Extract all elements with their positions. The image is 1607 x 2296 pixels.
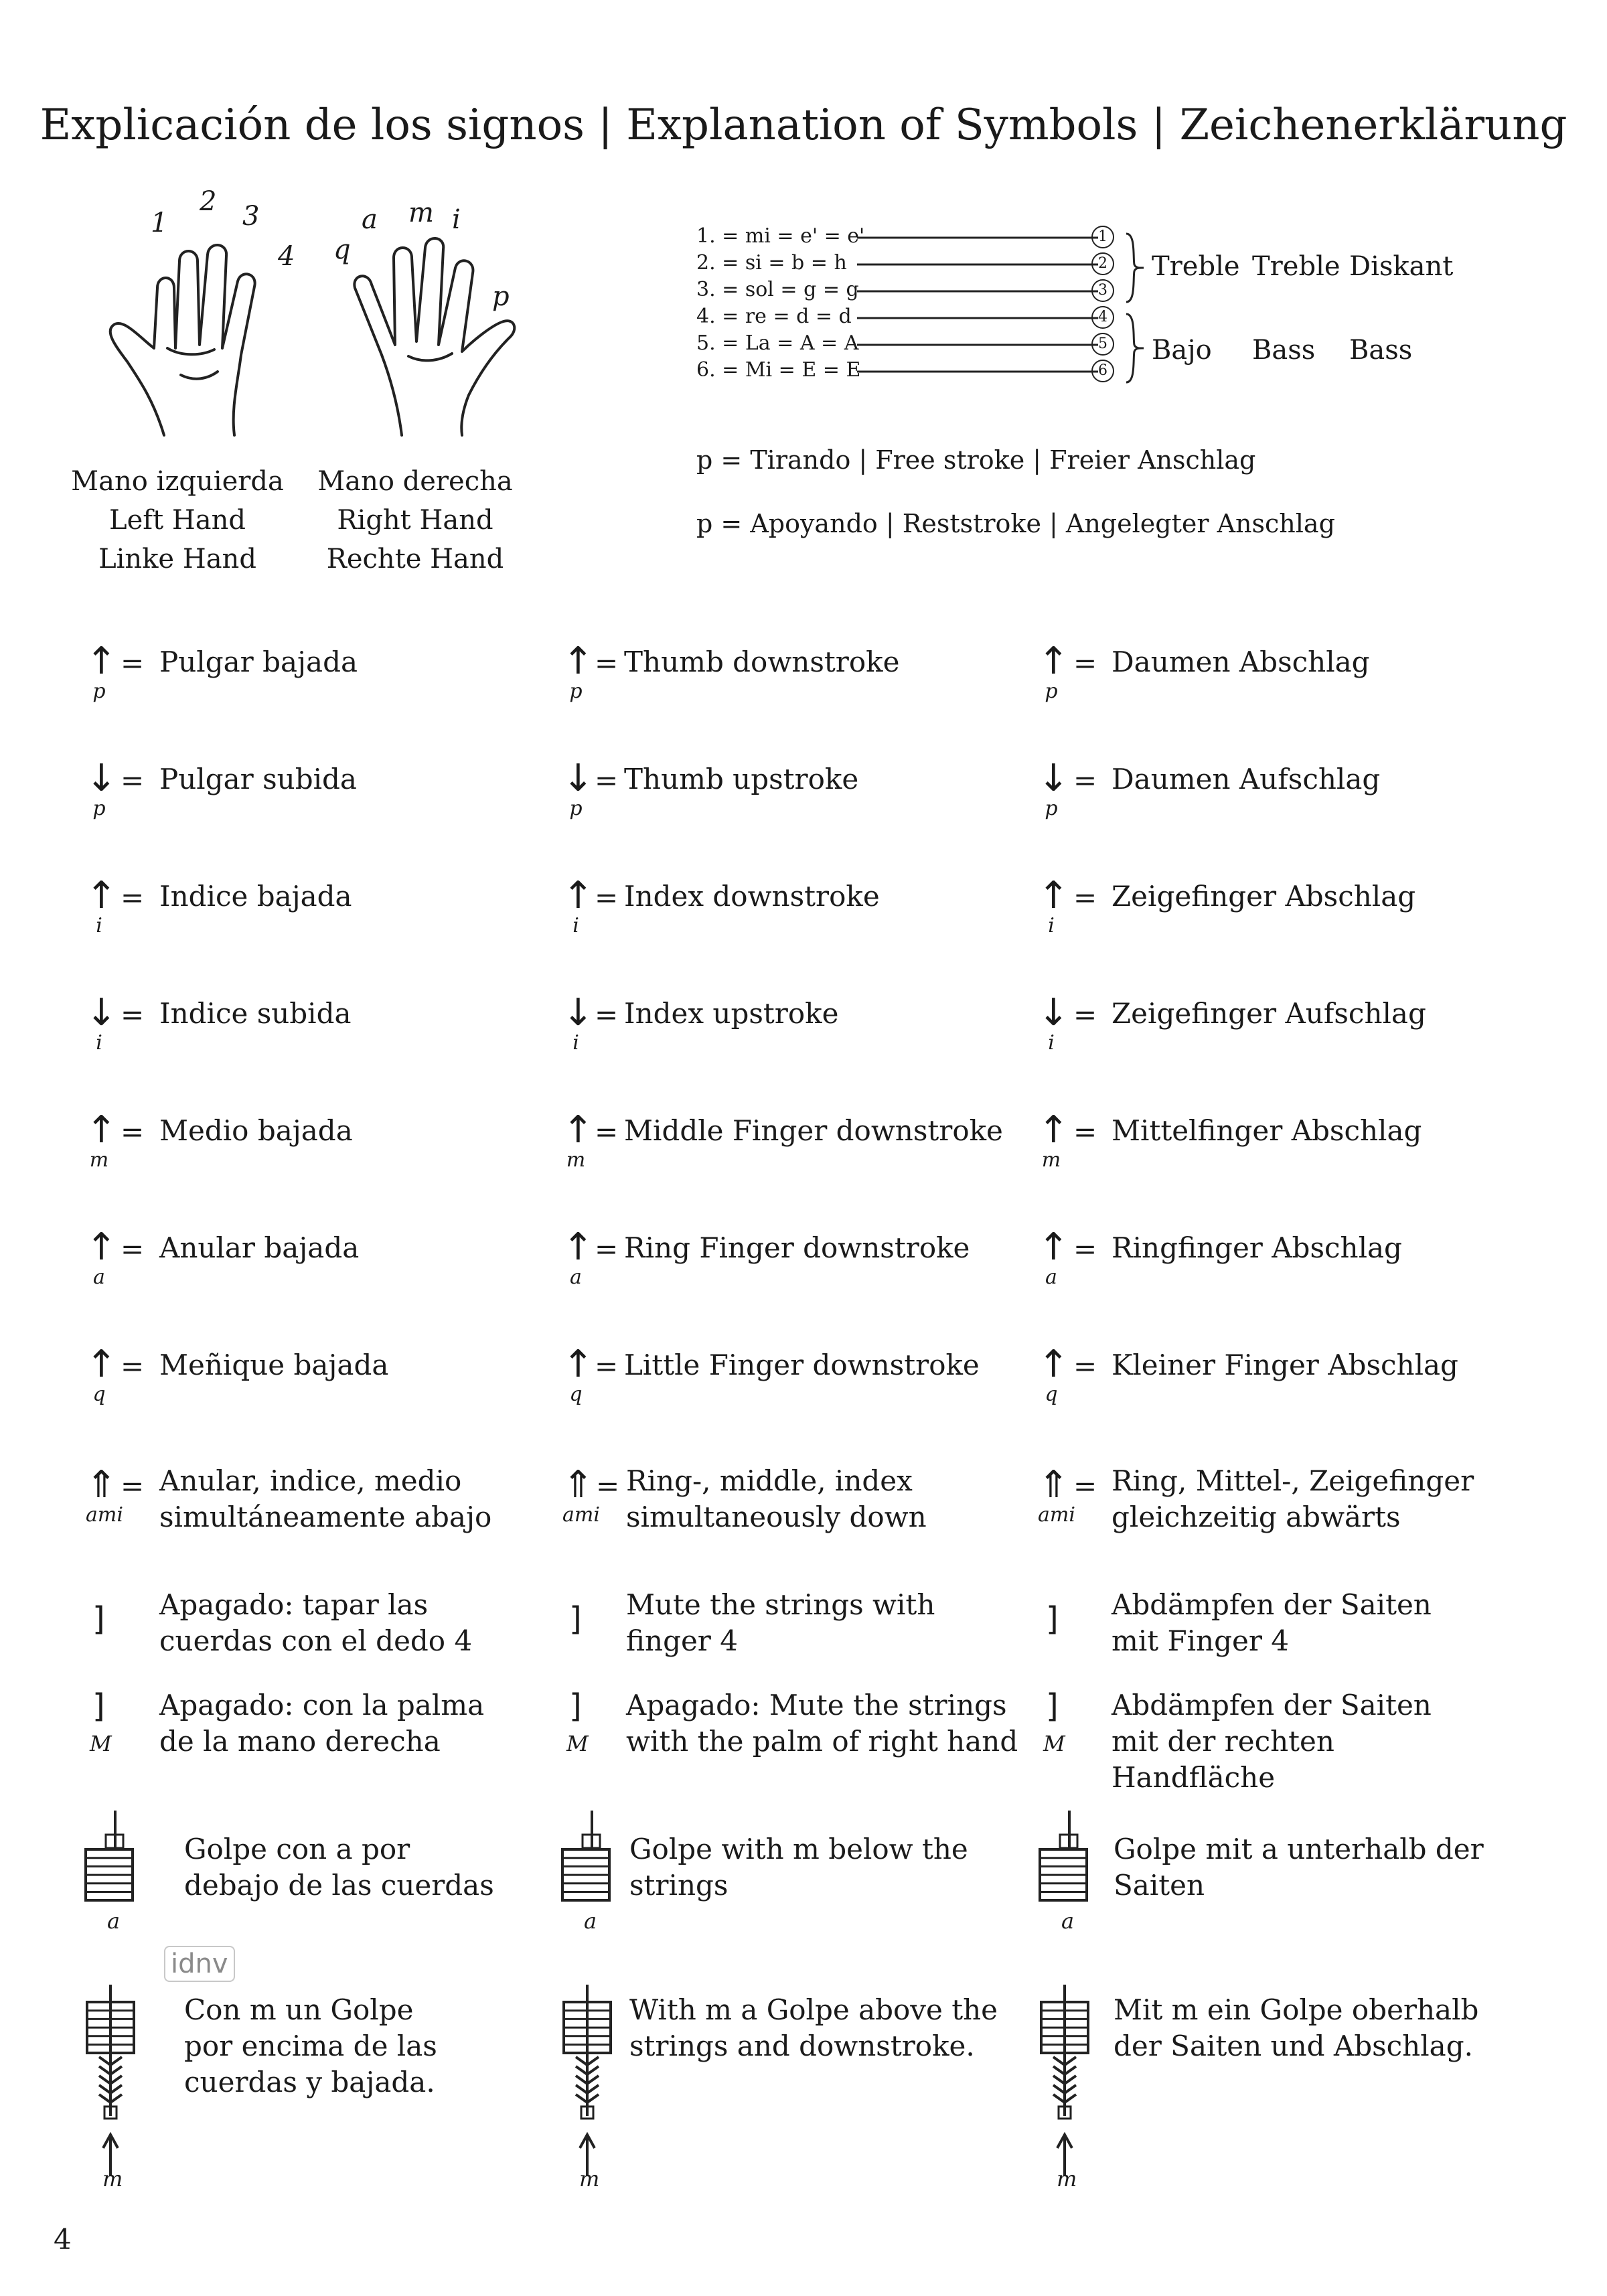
- arrow-up-icon: ↑: [1038, 1343, 1069, 1386]
- finger-label: p: [569, 680, 583, 703]
- symbol-text-de: Mittelfinger Abschlag: [1112, 1114, 1422, 1147]
- left-finger-3: 3: [242, 201, 260, 232]
- symbol-text-es: Medio bajada: [159, 1114, 353, 1147]
- string-circle-2: [1091, 252, 1114, 275]
- mute-es-line-1: Apagado: tapar las: [159, 1588, 429, 1621]
- stroke-symbol-es: [86, 1108, 117, 1172]
- golpe-down-es-line-1: Con m un Golpe: [184, 1993, 414, 2026]
- golpe-below-icon: [80, 1808, 141, 1908]
- treble-label-es: Treble: [1152, 251, 1240, 282]
- arrow-up-icon: ↑: [86, 1108, 117, 1152]
- stroke-symbol-es: [86, 874, 117, 937]
- golpe-down-en-line-1: With m a Golpe above the: [629, 1993, 998, 2026]
- equals-sign: =: [596, 1470, 620, 1503]
- symbol-text-de: Zeigefinger Aufschlag: [1112, 997, 1426, 1030]
- palm-marker: M: [90, 1731, 112, 1756]
- arrow-up-icon: ↑: [562, 1108, 594, 1152]
- equals-sign: =: [1073, 1350, 1097, 1383]
- palm-text-de: [1112, 1687, 1432, 1796]
- golpe-de-line-2: Saiten: [1114, 1869, 1205, 1902]
- symbol-text-en: Middle Finger downstroke: [624, 1114, 1003, 1147]
- arrow-up-icon: ↑: [86, 1343, 117, 1386]
- string-circle-3: [1091, 279, 1114, 302]
- equals-sign: =: [121, 998, 145, 1031]
- golpe-de-line-1: Golpe mit a unterhalb der: [1114, 1833, 1484, 1865]
- finger-label: q: [569, 1383, 583, 1406]
- right-hand-caption-es: Mano derecha: [317, 466, 513, 497]
- left-hand-caption-de: Linke Hand: [98, 544, 256, 575]
- equals-sign: =: [1073, 998, 1097, 1031]
- arrow-up-icon: ↑: [86, 1225, 117, 1269]
- finger-label: p: [569, 797, 583, 820]
- golpe-down-text-de: [1114, 1992, 1478, 2064]
- right-hand-caption-de: Rechte Hand: [326, 544, 504, 575]
- palm-marker: M: [1043, 1731, 1065, 1756]
- ami-de-line-1: Ring, Mittel-, Zeigefinger: [1112, 1464, 1474, 1497]
- golpe-down-finger: m: [1057, 2166, 1077, 2192]
- arrow-down-icon: ↓: [1038, 757, 1069, 800]
- equals-sign: =: [121, 1233, 145, 1266]
- equals-sign: =: [595, 881, 619, 914]
- palm-de-line-3: Handfläche: [1112, 1761, 1276, 1794]
- left-hand-figure: [100, 181, 321, 449]
- arrow-up-icon: ↑: [562, 1225, 594, 1269]
- page-number: 4: [54, 2223, 72, 2256]
- bass-brace: [1124, 311, 1146, 385]
- symbol-text-en: Ring Finger downstroke: [624, 1231, 970, 1264]
- palm-de-line-1: Abdämpfen der Saiten: [1112, 1689, 1432, 1721]
- ami-symbol-en: [562, 1463, 600, 1527]
- finger-label: i: [572, 1031, 579, 1055]
- left-finger-2: 2: [200, 186, 217, 217]
- string-label-4: 4. = re = d = d: [696, 305, 852, 328]
- equals-sign: =: [121, 1470, 145, 1503]
- finger-label: a: [1045, 1266, 1057, 1289]
- symbol-text-de: Daumen Abschlag: [1112, 645, 1370, 678]
- bass-label-de: Bass: [1349, 335, 1413, 366]
- palm-de-line-2: mit der rechten: [1112, 1725, 1334, 1758]
- mute-text-en: [626, 1587, 935, 1659]
- symbol-text-en: Index upstroke: [624, 997, 839, 1030]
- left-hand-caption-es: Mano izquierda: [71, 466, 284, 497]
- golpe-es-line-1: Golpe con a por: [184, 1833, 410, 1865]
- equals-sign: =: [1073, 647, 1097, 680]
- symbol-text-de: Ringfinger Abschlag: [1112, 1231, 1402, 1264]
- ami-en-line-1: Ring-, middle, index: [626, 1464, 913, 1497]
- left-hand-drawing: [100, 181, 321, 449]
- equals-sign: =: [1073, 881, 1097, 914]
- finger-label: p: [1045, 680, 1058, 703]
- mute-text-de: [1112, 1587, 1432, 1659]
- right-finger-i: i: [452, 204, 461, 235]
- mute-text-es: [159, 1587, 472, 1659]
- arrow-up-icon: ↑: [1038, 874, 1069, 917]
- symbol-text-de: Kleiner Finger Abschlag: [1112, 1349, 1458, 1381]
- stroke-symbol-en: [562, 639, 594, 703]
- arrow-down-icon: ↓: [562, 991, 594, 1035]
- mute-es-line-2: cuerdas con el dedo 4: [159, 1624, 473, 1657]
- palm-text-es: [159, 1687, 484, 1760]
- golpe-below-icon: [557, 1808, 617, 1908]
- mute-bracket-icon: ]: [92, 1600, 105, 1638]
- string-circle-6: [1091, 360, 1114, 382]
- equals-sign: =: [121, 881, 145, 914]
- palm-es-line-1: Apagado: con la palma: [159, 1689, 485, 1721]
- stroke-symbol-es: [86, 1225, 117, 1289]
- equals-sign: =: [121, 647, 145, 680]
- free-stroke-line: p = Tirando | Free stroke | Freier Anschlag: [696, 445, 1256, 475]
- bass-label-en: Bass: [1252, 335, 1316, 366]
- ami-text-es: [159, 1463, 491, 1535]
- left-hand-caption: [64, 462, 291, 579]
- finger-label: a: [93, 1266, 105, 1289]
- ami-es-line-2: simultáneamente abajo: [159, 1501, 492, 1533]
- stroke-symbol-de: [1038, 1108, 1069, 1172]
- string-circle-4: [1091, 306, 1114, 329]
- symbol-text-en: Thumb upstroke: [624, 763, 859, 795]
- ami-text-de: [1112, 1463, 1474, 1535]
- mute-en-line-1: Mute the strings with: [626, 1588, 935, 1621]
- equals-sign: =: [1073, 764, 1097, 797]
- golpe-en-line-2: strings: [629, 1869, 729, 1902]
- rest-stroke-line: p = Apoyando | Reststroke | Angelegter Anschlag: [696, 509, 1335, 538]
- ami-en-line-2: simultaneously down: [626, 1501, 927, 1533]
- golpe-down-text-es: [184, 1992, 437, 2100]
- finger-label: q: [92, 1383, 106, 1406]
- stroke-symbol-de: [1038, 991, 1069, 1055]
- treble-label-en: Treble: [1252, 251, 1341, 282]
- right-hand-caption: [301, 462, 529, 579]
- string-circle-3-num: 3: [1098, 282, 1107, 299]
- symbol-text-de: Daumen Aufschlag: [1112, 763, 1381, 795]
- right-finger-q: q: [333, 234, 351, 265]
- equals-sign: =: [121, 1350, 145, 1383]
- bass-label-es: Bajo: [1152, 335, 1212, 366]
- finger-label: p: [92, 680, 106, 703]
- ami-de-line-2: gleichzeitig abwärts: [1112, 1501, 1401, 1533]
- right-finger-m: m: [408, 198, 434, 228]
- equals-sign: =: [121, 764, 145, 797]
- right-finger-p: p: [492, 281, 510, 312]
- string-circle-6-num: 6: [1098, 362, 1107, 379]
- watermark-logo: idnv: [164, 1946, 235, 1982]
- symbol-text-en: Little Finger downstroke: [624, 1349, 980, 1381]
- arrow-up-icon: ↑: [1038, 1225, 1069, 1269]
- finger-label: q: [1045, 1383, 1058, 1406]
- symbol-text-es: Meñique bajada: [159, 1349, 389, 1381]
- palm-bracket-icon: ]: [1046, 1687, 1059, 1725]
- mute-bracket-icon: ]: [1046, 1600, 1059, 1638]
- double-arrow-up-icon: ⇑: [1038, 1463, 1069, 1507]
- palm-en-line-1: Apagado: Mute the strings: [626, 1689, 1007, 1721]
- stroke-symbol-en: [562, 1343, 594, 1406]
- golpe-above-downstroke-icon: [1035, 1982, 1095, 2196]
- equals-sign: =: [1073, 1470, 1097, 1503]
- string-circle-5: [1091, 333, 1114, 356]
- golpe-text-de: [1114, 1831, 1484, 1904]
- stroke-symbol-de: [1038, 757, 1069, 820]
- right-hand-caption-en: Right Hand: [337, 505, 493, 536]
- equals-sign: =: [595, 1233, 619, 1266]
- palm-bracket-icon: ]: [569, 1687, 582, 1725]
- arrow-up-icon: ↑: [86, 874, 117, 917]
- string-label-5: 5. = La = A = A: [696, 331, 859, 355]
- ami-symbol-es: [86, 1463, 123, 1527]
- finger-label: i: [96, 1031, 102, 1055]
- string-label-3: 3. = sol = g = g: [696, 278, 859, 301]
- palm-marker: M: [566, 1731, 589, 1756]
- symbol-text-en: Thumb downstroke: [624, 645, 900, 678]
- finger-label: p: [92, 797, 106, 820]
- golpe-finger: a: [107, 1908, 121, 1934]
- arrow-down-icon: ↓: [86, 757, 117, 800]
- string-circle-1-num: 1: [1098, 228, 1107, 245]
- golpe-above-downstroke-icon: [557, 1982, 617, 2196]
- finger-label: i: [96, 914, 102, 937]
- symbol-text-de: Zeigefinger Abschlag: [1112, 880, 1416, 913]
- arrow-up-icon: ↑: [1038, 1108, 1069, 1152]
- stroke-symbol-de: [1038, 639, 1069, 703]
- double-arrow-up-icon: ⇑: [86, 1463, 117, 1507]
- symbol-text-es: Pulgar bajada: [159, 645, 358, 678]
- finger-label: i: [572, 914, 579, 937]
- string-lines: [857, 224, 1125, 385]
- stroke-symbol-en: [562, 874, 594, 937]
- string-label-6: 6. = Mi = E = E: [696, 358, 861, 382]
- string-circle-5-num: 5: [1098, 335, 1107, 352]
- stroke-symbol-de: [1038, 874, 1069, 937]
- equals-sign: =: [1073, 1233, 1097, 1266]
- golpe-down-de-line-1: Mit m ein Golpe oberhalb: [1114, 1993, 1479, 2026]
- symbol-text-en: Index downstroke: [624, 880, 880, 913]
- string-label-2: 2. = si = b = h: [696, 251, 847, 275]
- finger-label: i: [1048, 914, 1055, 937]
- mute-bracket-icon: ]: [569, 1600, 582, 1638]
- palm-bracket-icon: ]: [92, 1687, 105, 1725]
- golpe-down-en-line-2: strings and downstroke.: [629, 2030, 975, 2062]
- golpe-below-icon: [1035, 1808, 1095, 1908]
- golpe-down-finger: m: [102, 2166, 123, 2192]
- golpe-text-en: [629, 1831, 968, 1904]
- arrow-up-icon: ↑: [562, 1343, 594, 1386]
- treble-label-de: Diskant: [1349, 251, 1454, 282]
- string-label-1: 1. = mi = e' = e': [696, 224, 865, 248]
- ami-symbol-de: [1038, 1463, 1075, 1527]
- equals-sign: =: [595, 1350, 619, 1383]
- stroke-symbol-de: [1038, 1225, 1069, 1289]
- equals-sign: =: [121, 1116, 145, 1148]
- symbol-text-es: Pulgar subida: [159, 763, 357, 795]
- equals-sign: =: [595, 998, 619, 1031]
- symbol-text-es: Indice bajada: [159, 880, 352, 913]
- arrow-down-icon: ↓: [562, 757, 594, 800]
- string-circle-1: [1091, 226, 1114, 248]
- string-circle-4-num: 4: [1098, 309, 1107, 325]
- palm-text-en: [626, 1687, 1018, 1760]
- symbol-text-es: Anular bajada: [159, 1231, 360, 1264]
- finger-label: m: [89, 1148, 109, 1172]
- left-finger-4: 4: [278, 241, 295, 272]
- treble-brace: [1124, 231, 1146, 305]
- equals-sign: =: [595, 647, 619, 680]
- left-finger-1: 1: [151, 208, 168, 238]
- finger-label: p: [1045, 797, 1058, 820]
- left-hand-caption-en: Left Hand: [109, 505, 246, 536]
- golpe-down-es-line-2: por encima de las: [184, 2030, 437, 2062]
- stroke-symbol-es: [86, 757, 117, 820]
- golpe-down-text-en: [629, 1992, 998, 2064]
- stroke-symbol-es: [86, 991, 117, 1055]
- finger-label: a: [570, 1266, 582, 1289]
- golpe-text-es: [184, 1831, 494, 1904]
- string-circle-2-num: 2: [1098, 255, 1107, 272]
- arrow-down-icon: ↓: [86, 991, 117, 1035]
- golpe-down-de-line-2: der Saiten und Abschlag.: [1114, 2030, 1473, 2062]
- stroke-symbol-en: [562, 1108, 594, 1172]
- equals-sign: =: [595, 1116, 619, 1148]
- mute-de-line-1: Abdämpfen der Saiten: [1112, 1588, 1432, 1621]
- golpe-es-line-2: debajo de las cuerdas: [184, 1869, 494, 1902]
- page-title: Explicación de los signos | Explanation of Symbols | Zeichenerklärung: [40, 100, 1567, 150]
- golpe-down-es-line-3: cuerdas y bajada.: [184, 2066, 435, 2098]
- mute-de-line-2: mit Finger 4: [1112, 1624, 1290, 1657]
- golpe-finger: a: [584, 1908, 597, 1934]
- right-finger-a: a: [362, 204, 378, 235]
- stroke-symbol-en: [562, 757, 594, 820]
- arrow-up-icon: ↑: [86, 639, 117, 683]
- palm-es-line-2: de la mano derecha: [159, 1725, 441, 1758]
- stroke-symbol-de: [1038, 1343, 1069, 1406]
- ami-es-line-1: Anular, indice, medio: [159, 1464, 462, 1497]
- golpe-down-finger: m: [579, 2166, 600, 2192]
- mute-en-line-2: finger 4: [626, 1624, 738, 1657]
- stroke-symbol-es: [86, 1343, 117, 1406]
- stroke-symbol-en: [562, 991, 594, 1055]
- finger-label: m: [1041, 1148, 1061, 1172]
- strings-diagram: [696, 224, 1125, 398]
- equals-sign: =: [595, 764, 619, 797]
- arrow-down-icon: ↓: [1038, 991, 1069, 1035]
- finger-label: i: [1048, 1031, 1055, 1055]
- arrow-up-icon: ↑: [1038, 639, 1069, 683]
- ami-text-en: [626, 1463, 927, 1535]
- ami-finger-label: ami: [1038, 1503, 1075, 1527]
- ami-finger-label: ami: [562, 1503, 600, 1527]
- arrow-up-icon: ↑: [562, 874, 594, 917]
- stroke-symbol-en: [562, 1225, 594, 1289]
- equals-sign: =: [1073, 1116, 1097, 1148]
- double-arrow-up-icon: ⇑: [562, 1463, 594, 1507]
- symbol-text-es: Indice subida: [159, 997, 352, 1030]
- stroke-symbol-es: [86, 639, 117, 703]
- golpe-finger: a: [1061, 1908, 1075, 1934]
- palm-en-line-2: with the palm of right hand: [626, 1725, 1018, 1758]
- golpe-en-line-1: Golpe with m below the: [629, 1833, 968, 1865]
- arrow-up-icon: ↑: [562, 639, 594, 683]
- ami-finger-label: ami: [86, 1503, 123, 1527]
- finger-label: m: [566, 1148, 586, 1172]
- golpe-above-downstroke-icon: [80, 1982, 141, 2196]
